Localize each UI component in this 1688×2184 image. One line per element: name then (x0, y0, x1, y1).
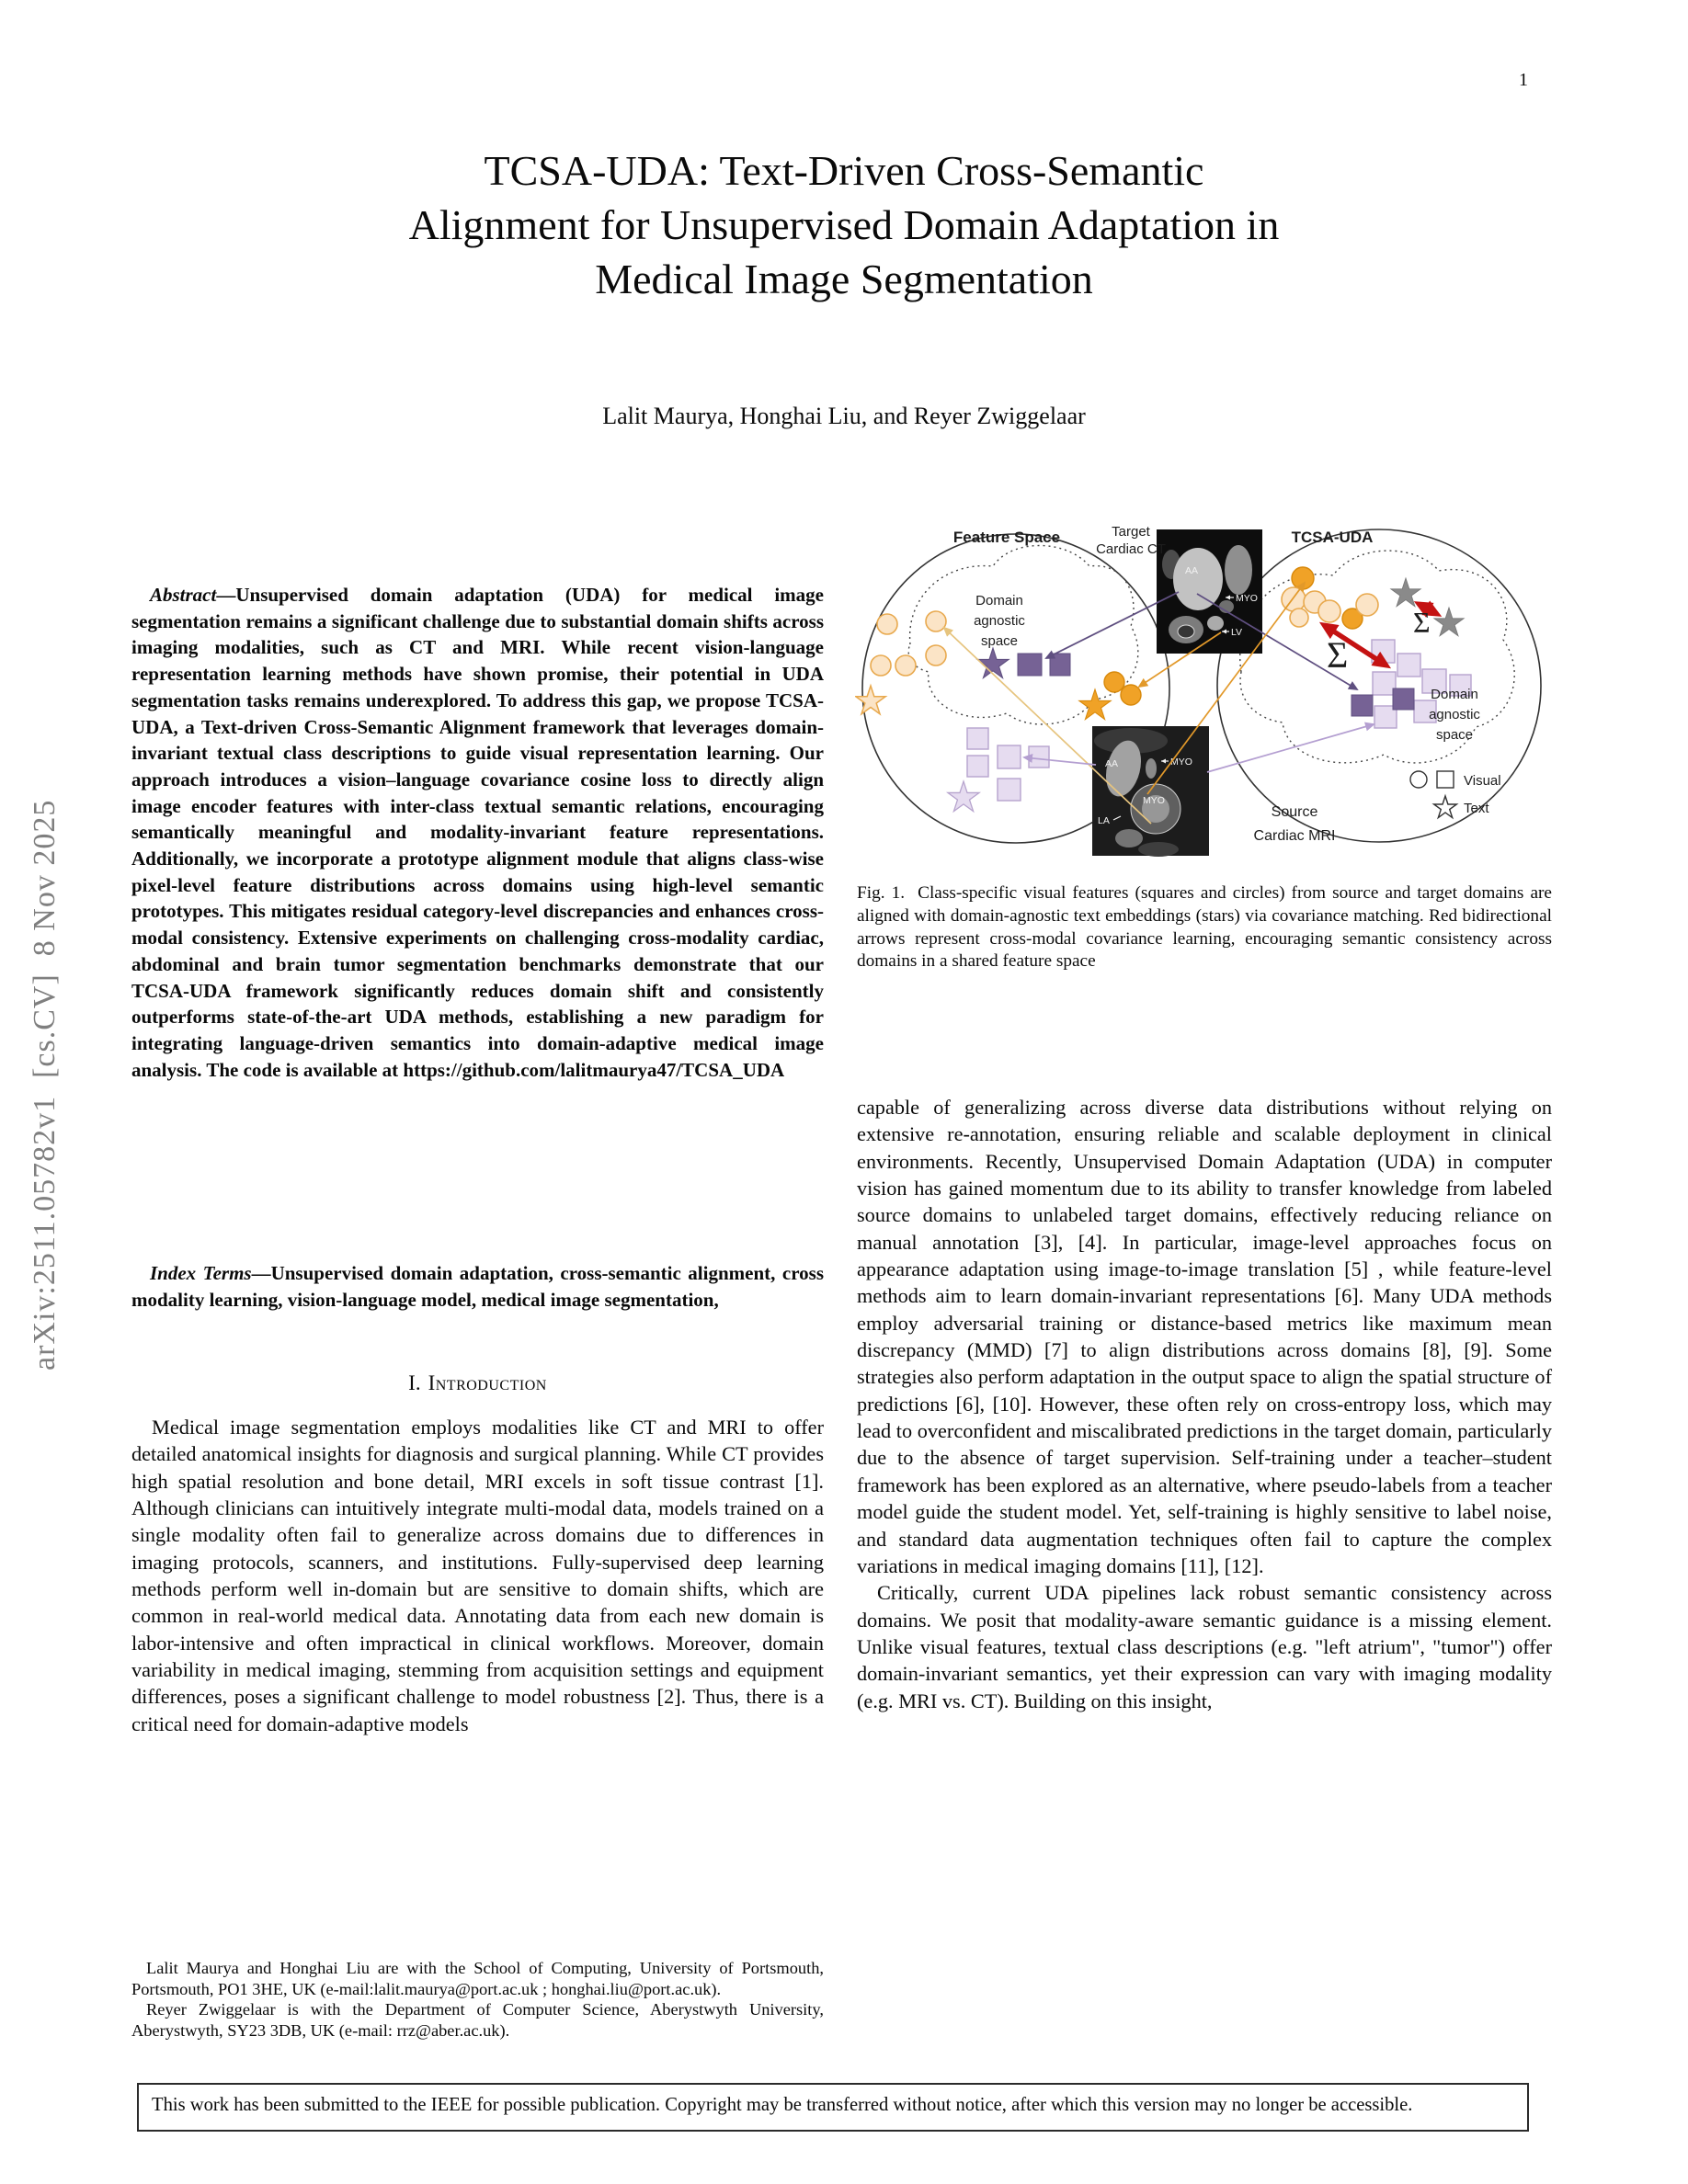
abstract-lead: Abstract (150, 584, 217, 606)
ieee-submission-notice: This work has been submitted to the IEEE for possible publication. Copyright may be transferred without notice, after which this version may no longer be accessible. (137, 2083, 1529, 2132)
light-purple-square-cluster-left (967, 728, 1049, 801)
index-terms-section (131, 1260, 824, 1313)
dark-purple-square (1050, 654, 1070, 676)
domain-agnostic-cloud-left (908, 546, 1138, 725)
title-line-2: Alignment for Unsupervised Domain Adaptation in (408, 201, 1280, 248)
feature-space-label: Feature Space (952, 529, 1061, 546)
orange-circle (1104, 672, 1124, 692)
introduction-paragraph-1: Medical image segmentation employs modalities like CT and MRI to offer detailed anatomical insights for diagnosis and surgical planning. While CT provides high spatial resolution and bone detail, MRI excels in soft tissue contrast [1]. Although clinicians can intuitively integrate multi-modal data, models trained on a single modality often fail to generalize across domains due to differences in imaging protocols, scanners, and institutions. Fully-supervised deep learning methods perform well in-domain but are sensitive to domain shifts, which are common in real-world medical data. Annotating data from each new domain is labor-intensive and often impractical in clinical workflows. Moreover, domain variability in medical imaging, stemming from acquisition settings and equipment differences, poses a significant challenge to model robustness [2]. Thus, there is a critical need for domain-adaptive models (131, 1416, 824, 1735)
dark-purple-square (1018, 654, 1042, 676)
arxiv-watermark: arXiv:2511.05782v1 [cs.CV] 8 Nov 2025 (28, 799, 62, 1371)
figure-1-caption (857, 882, 1552, 973)
legend-square-icon (1437, 771, 1454, 788)
target-cardiac-ct-image (1157, 529, 1262, 654)
orange-circle (1121, 685, 1141, 705)
target-ct-label-line2: Cardiac CT (1096, 541, 1166, 557)
introduction-text (131, 1414, 824, 1737)
target-ct-label-line1: Target (1112, 524, 1150, 540)
figure-1-diagram (855, 511, 1554, 871)
dark-purple-square (1352, 695, 1373, 716)
ct-label-aa: AA (1184, 565, 1199, 576)
abstract-body: —Unsupervised domain adaptation (UDA) for medical image segmentation remains a significant challenge due to substantial domain shifts across imaging modalities, such as CT and MRI. While recent vision-language representation learning methods have shown promise, their potential in UDA segmentation tasks remains underexplored. To address this gap, we propose TCSA-UDA, a Text-driven Cross-Semantic Alignment framework that leverages domain-invariant textual class descriptions to guide visual representation learning. Our approach introduces a vision–language covariance cosine loss to directly align image encoder features with inter-class textual semantic relations, encouraging semantically meaningful and modality-invariant feature representations. Additionally, we incorporate a prototype alignment module that aligns class-wise pixel-level feature distributions across domains using high-level semantic prototypes. This mitigates residual category-level discrepancies and enhances cross-modal consistency. Extensive experiments on challenging cross-modality cardiac, abdominal and brain tumor segmentation benchmarks demonstrate that our TCSA-UDA framework significantly reduces domain shift and consistently outperforms state-of-the-art UDA methods, establishing a new paradigm for integrating language-driven semantics into domain-adaptive medical image analysis. The code is available at (131, 584, 824, 1081)
code-repository-link[interactable]: https://github.com/lalitmaurya47/TCSA_UDA (403, 1058, 785, 1081)
source-circle-cluster-left (871, 611, 946, 676)
index-terms-body: —Unsupervised domain adaptation, cross-semantic alignment, cross modality learning, vision-language model, medical image segmentation, (131, 1262, 824, 1311)
author-line: Lalit Maurya, Honghai Liu, and Reyer Zwiggelaar (602, 403, 1086, 429)
index-terms-lead: Index Terms (150, 1262, 252, 1284)
abstract-section (131, 582, 824, 1083)
gray-text-star-icon (1391, 578, 1420, 607)
ct-label-lv: LV (1231, 627, 1243, 638)
title-line-3: Medical Image Segmentation (595, 256, 1093, 302)
author-footnotes (131, 1958, 824, 2041)
index-terms-paragraph (131, 1260, 824, 1313)
right-column-text (857, 1094, 1552, 1714)
domain-agnostic-label-right: Domain (1431, 687, 1478, 702)
sigma-symbol: Σ (1327, 634, 1349, 676)
legend-circle-icon (1410, 771, 1427, 788)
mri-label-myo-upper: MYO (1170, 756, 1192, 768)
aligned-circle-cluster-right (1282, 567, 1378, 629)
legend-star-icon (1434, 796, 1457, 818)
mri-label-aa: AA (1105, 758, 1119, 769)
section-heading-introduction (131, 1371, 824, 1395)
figure-legend (1410, 771, 1501, 818)
ct-label-myo: MYO (1236, 593, 1258, 604)
svg-text:agnostic: agnostic (1429, 707, 1480, 722)
section-title: Introduction (428, 1371, 547, 1394)
body-paragraph-2: Critically, current UDA pipelines lack robust semantic consistency across domains. We posit that modality-aware semantic guidance is a missing element. Unlike visual features, textual class descriptions (e.g. "left atrium", "tumor") offer domain-invariant semantics, yet their expression can vary with imaging modality (e.g. MRI vs. CT). Building on this insight, (857, 1581, 1552, 1712)
figure-caption-lead: Fig. 1. (857, 883, 906, 903)
svg-text:space: space (1435, 727, 1474, 743)
gray-text-star-icon (1434, 608, 1464, 636)
sigma-symbol: Σ (1413, 606, 1431, 639)
dark-purple-square (1393, 688, 1414, 710)
title-line-1: TCSA-UDA: Text-Driven Cross-Semantic (484, 147, 1204, 194)
figure-1 (855, 511, 1554, 871)
body-paragraph-1: capable of generalizing across diverse data distributions without relying on extensive re-annotation, ensuring reliable and scalable deployment in clinical environments. Recently, Unsupervised Domain Adaptation (UDA) in computer vision has gained momentum due to its ability to transfer knowledge from labeled source domains to unlabeled target domains, effectively reducing reliance on manual annotation [3], [4]. In particular, image-level approaches focus on appearance adaptation using image-to-image translation [5] , while feature-level methods aim to learn domain-invariant representations [6]. Many UDA methods employ adversarial training or distance-based metrics like maximum mean discrepancy (MMD) [7] to align distributions across domains [8], [9]. Some strategies also perform adaptation in the output space to align the spatial structure of predictions [6], [10]. However, these often rely on cross-entropy loss, which may lead to overconfident and miscalibrated predictions in the target domain, particularly due to the absence of target supervision. Self-training under a teacher–student framework has been explored as an alternative, where pseudo-labels from a teacher model guide the student model. Yet, self-training is highly sensitive to label noise, and standard data augmentation techniques often fail to capture the complex variations in medical imaging domains [11], [12]. (857, 1096, 1552, 1577)
source-cardiac-mri-image (1092, 726, 1209, 857)
tcsa-uda-label: TCSA-UDA (1291, 529, 1374, 546)
legend-visual-label: Visual (1464, 773, 1501, 789)
section-number: I. (408, 1371, 421, 1394)
svg-text:agnostic: agnostic (974, 613, 1025, 629)
svg-text:space: space (980, 633, 1019, 649)
mri-label-myo-lower: MYO (1143, 795, 1165, 806)
peach-text-star-icon (856, 686, 885, 714)
page-number: 1 (1519, 70, 1528, 90)
legend-text-label: Text (1464, 801, 1489, 816)
footnote-affiliation-1: Lalit Maurya and Honghai Liu are with the School of Computing, University of Portsmouth, Portsmouth, PO1 3HE, UK (e-mail:lalit.maurya@port.ac.uk ; honghai.liu@port.ac.uk). (131, 1959, 824, 1998)
footnote-affiliation-2: Reyer Zwiggelaar is with the Department of Computer Science, Aberystwyth University, Aberystwyth, SY23 3DB, UK (e-mail: rrz@aber.ac.uk). (131, 2000, 824, 2040)
domain-agnostic-label-left: Domain (975, 593, 1023, 609)
mri-label-la: LA (1098, 815, 1110, 826)
source-mri-label-line2: Cardiac MRI (1253, 828, 1336, 844)
source-mri-label-line1: Source (1271, 804, 1318, 820)
orange-text-star-icon (1079, 689, 1111, 720)
figure-caption-body: Class-specific visual features (squares and circles) from source and target domains are aligned with domain-agnostic text embeddings (stars) via covariance matching. Red bidirectional arrows represent cross-modal covariance learning, encouraging semantic consistency across domains in a shared feature space (857, 883, 1552, 972)
light-purple-text-star-icon (948, 781, 979, 812)
abstract-paragraph (131, 582, 824, 1083)
paper-title (0, 143, 1688, 306)
